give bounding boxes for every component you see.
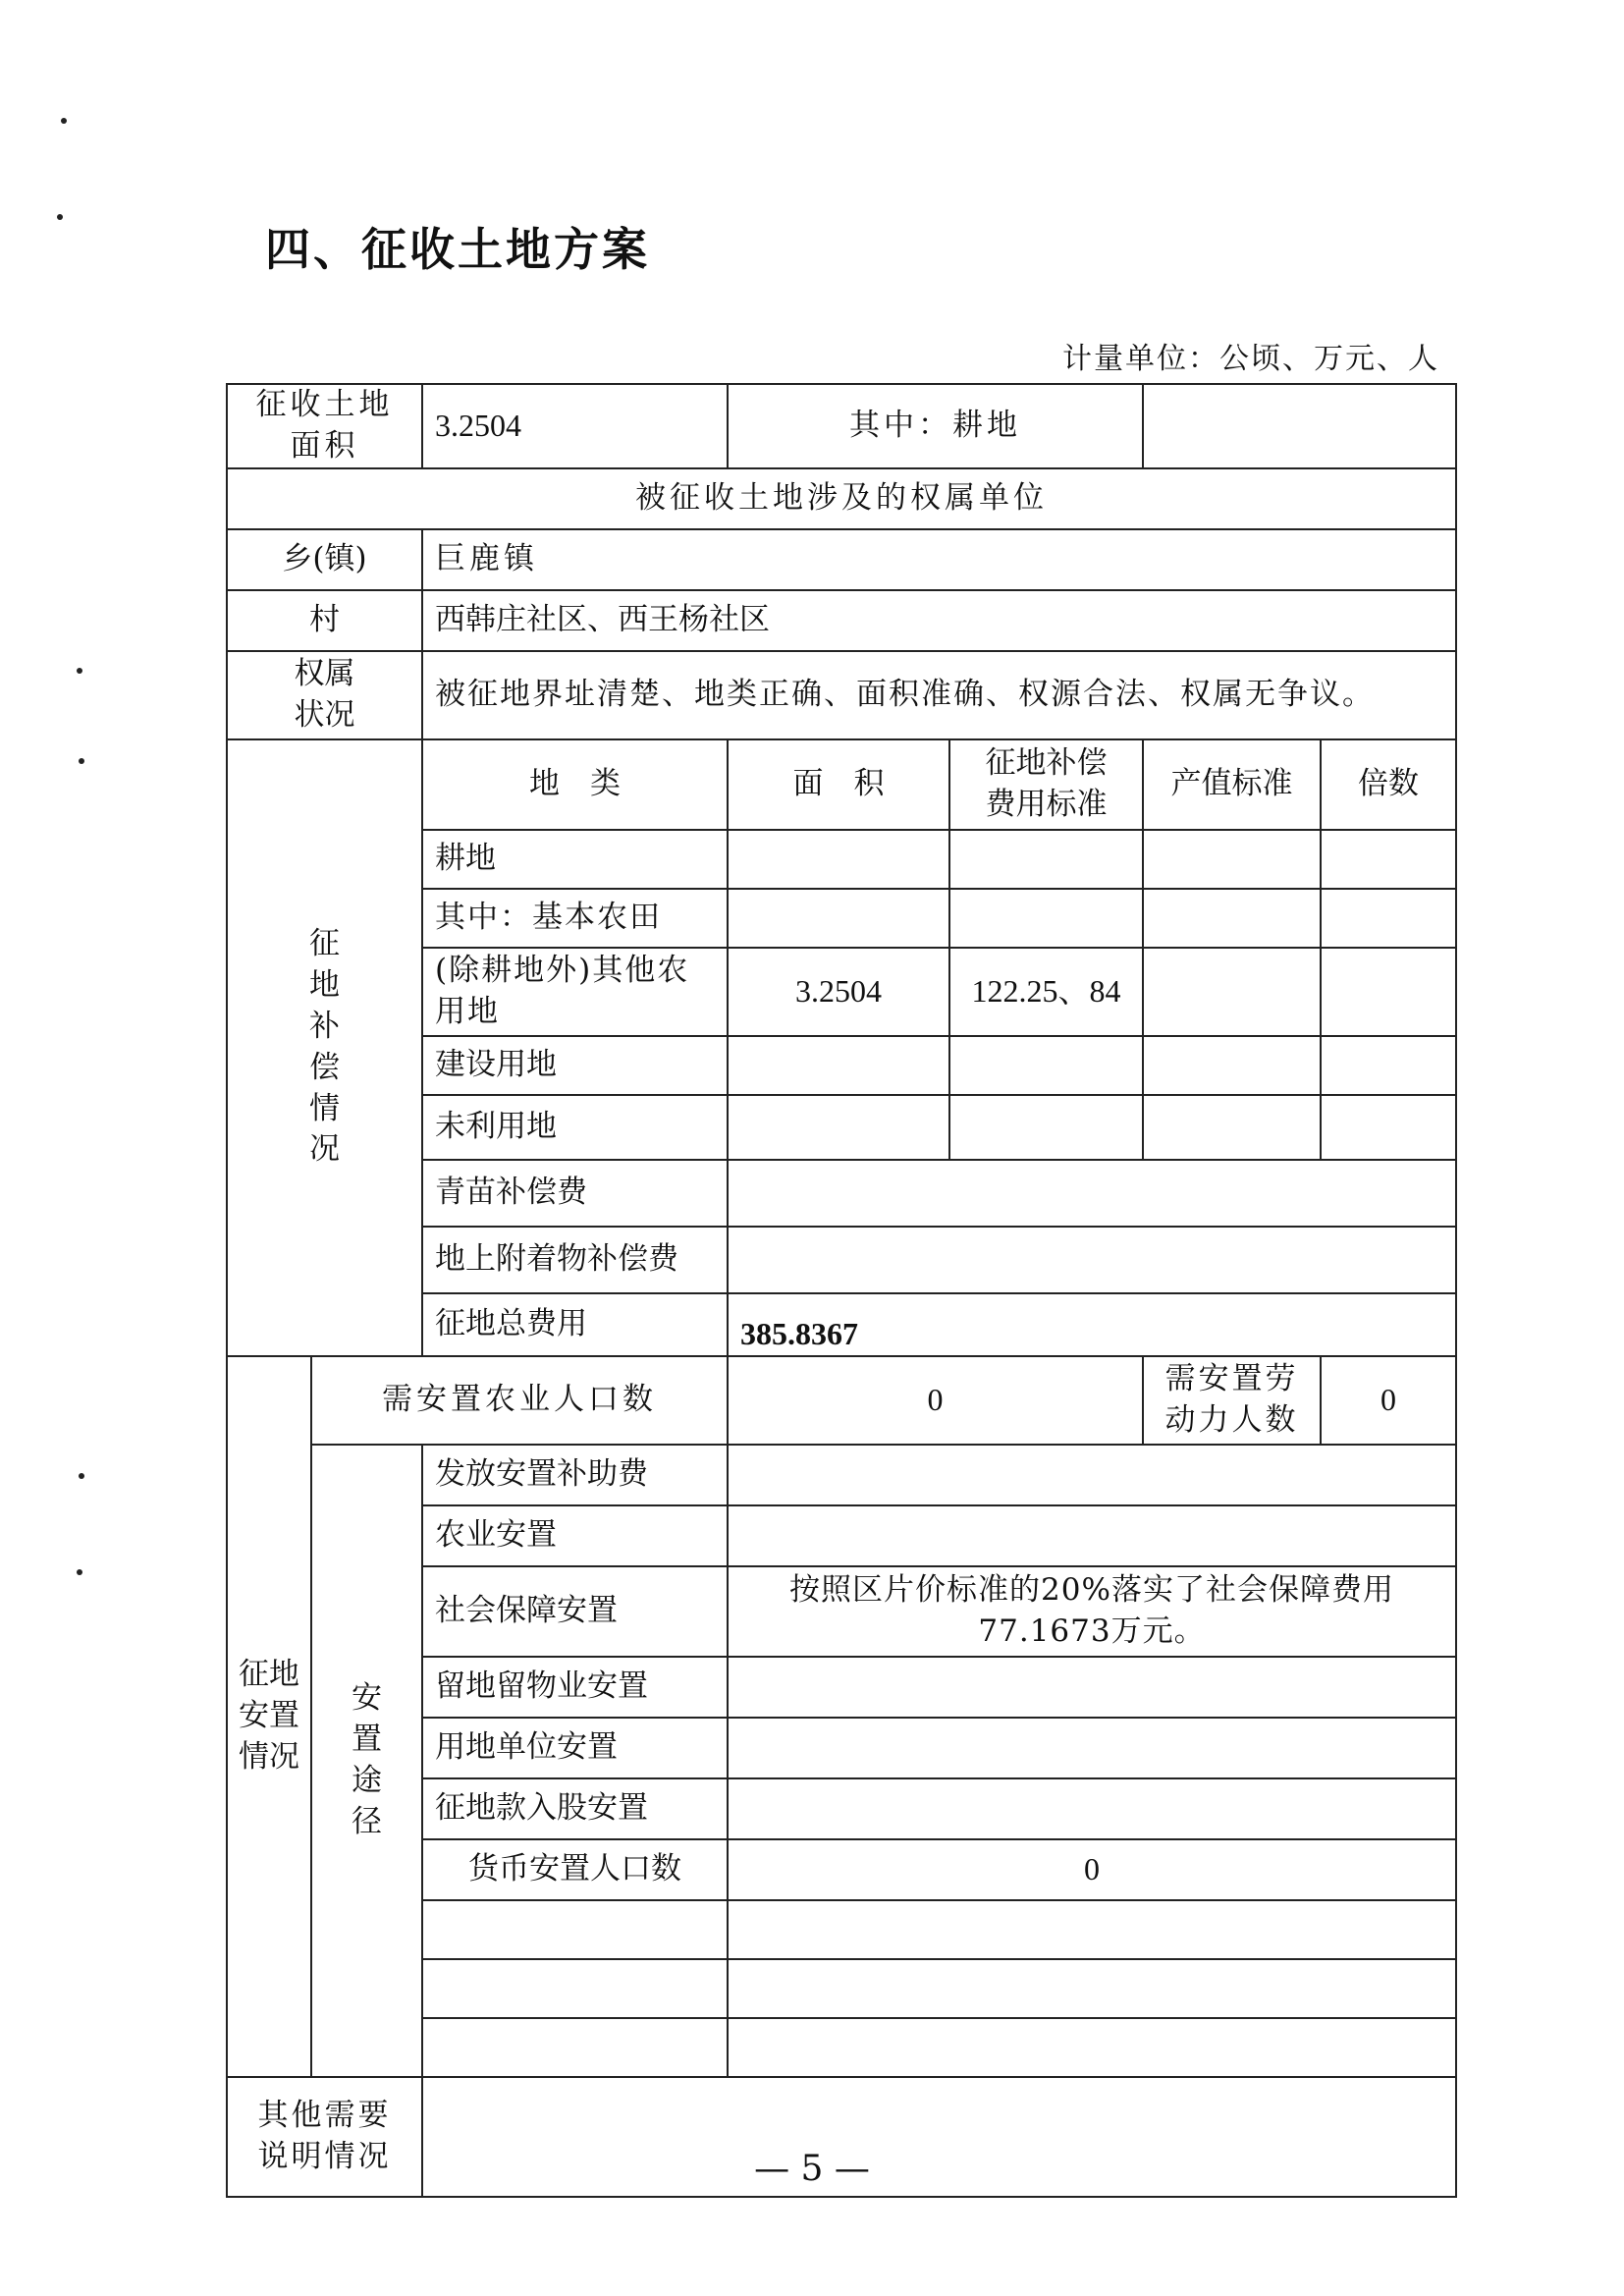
method-label: 货币安置人口数 (422, 1839, 728, 1900)
output-cell (1143, 830, 1321, 889)
agri-population-row (227, 1356, 1456, 1445)
village-row (227, 590, 1456, 651)
town-value: 巨鹿镇 (422, 529, 1456, 590)
area-cell (728, 1095, 949, 1160)
area-row (227, 384, 1456, 468)
method-label: 农业安置 (422, 1505, 728, 1566)
empty-cell (422, 1959, 728, 2018)
standard-cell (949, 1036, 1143, 1095)
empty-cell (728, 1959, 1456, 2018)
village-label: 村 (227, 590, 422, 651)
standard-cell: 122.25、84 (949, 948, 1143, 1036)
method-label: 征地款入股安置 (422, 1778, 728, 1839)
attachments-label: 地上附着物补偿费 (422, 1227, 728, 1293)
currency-population-value: 0 (728, 1839, 1456, 1900)
header-standard: 征地补偿 费用标准 (949, 739, 1143, 830)
area-cell (728, 1036, 949, 1095)
scan-speck (61, 118, 67, 124)
method-value (728, 1445, 1456, 1505)
output-cell (1143, 1095, 1321, 1160)
labor-value: 0 (1321, 1356, 1456, 1445)
standard-cell (949, 889, 1143, 948)
scan-speck (57, 214, 63, 220)
empty-cell (728, 2018, 1456, 2077)
village-value: 西韩庄社区、西王杨社区 (422, 590, 1456, 651)
multiple-cell (1321, 1036, 1456, 1095)
standard-cell (949, 830, 1143, 889)
compensation-header-row (227, 739, 1456, 830)
area-label: 征收土地面积 (227, 384, 422, 468)
land-type-cell: (除耕地外)其他农用地 (422, 948, 728, 1036)
land-type-cell: 其中：基本农田 (422, 889, 728, 948)
cultivated-label: 其中：耕地 (728, 384, 1143, 468)
header-multiple: 倍数 (1321, 739, 1456, 830)
multiple-cell (1321, 830, 1456, 889)
ownership-status-row (227, 651, 1456, 739)
route-side-label: 安 置 途 径 (311, 1445, 422, 2077)
ownership-status-label: 权属 状况 (227, 651, 422, 739)
town-row (227, 529, 1456, 590)
method-value (728, 1718, 1456, 1778)
output-cell (1143, 889, 1321, 948)
agri-population-label: 需安置农业人口数 (311, 1356, 728, 1445)
town-label: 乡(镇) (227, 529, 422, 590)
scan-speck (77, 668, 82, 674)
unit-note: 计量单位：公顷、万元、人 (1062, 342, 1439, 376)
empty-cell (422, 2018, 728, 2077)
ownership-section-title: 被征收土地涉及的权属单位 (227, 468, 1456, 529)
multiple-cell (1321, 889, 1456, 948)
land-acquisition-table (226, 383, 1457, 2198)
young-crops-value (728, 1160, 1456, 1227)
area-cell: 3.2504 (728, 948, 949, 1036)
multiple-cell (1321, 948, 1456, 1036)
total-label: 征地总费用 (422, 1293, 728, 1356)
area-cell (728, 830, 949, 889)
empty-cell (422, 1900, 728, 1959)
method-label: 发放安置补助费 (422, 1445, 728, 1505)
scan-speck (77, 1569, 82, 1575)
header-area: 面 积 (728, 739, 949, 830)
empty-cell (728, 1900, 1456, 1959)
land-type-cell: 未利用地 (422, 1095, 728, 1160)
labor-label: 需安置劳 动力人数 (1143, 1356, 1321, 1445)
area-cell (728, 889, 949, 948)
total-value: 385.8367 (728, 1293, 1456, 1356)
ownership-status-value: 被征地界址清楚、地类正确、面积准确、权源合法、权属无争议。 (422, 651, 1456, 739)
compensation-side-label: 征 地 补 偿 情 况 (227, 739, 422, 1356)
method-value (728, 1657, 1456, 1718)
agri-population-value: 0 (728, 1356, 1143, 1445)
method-label: 留地留物业安置 (422, 1657, 728, 1718)
output-cell (1143, 1036, 1321, 1095)
cultivated-value (1143, 384, 1456, 468)
section-heading: 四、征收土地方案 (265, 223, 650, 276)
method-label: 用地单位安置 (422, 1718, 728, 1778)
page-number: — 5 — (754, 2149, 870, 2189)
area-value: 3.2504 (422, 384, 728, 468)
header-output: 产值标准 (1143, 739, 1321, 830)
header-land-type: 地 类 (422, 739, 728, 830)
social-security-value: 按照区片价标准的20%落实了社会保障费用 77.1673万元。 (728, 1566, 1456, 1657)
method-value (728, 1505, 1456, 1566)
young-crops-label: 青苗补偿费 (422, 1160, 728, 1227)
land-type-cell: 建设用地 (422, 1036, 728, 1095)
resettlement-side-label: 征地 安置 情况 (227, 1356, 311, 2077)
output-cell (1143, 948, 1321, 1036)
scan-speck (79, 758, 84, 764)
method-value (728, 1778, 1456, 1839)
other-notes-label: 其他需要 说明情况 (227, 2077, 422, 2197)
standard-cell (949, 1095, 1143, 1160)
land-type-cell: 耕地 (422, 830, 728, 889)
method-row (227, 1445, 1456, 1505)
multiple-cell (1321, 1095, 1456, 1160)
attachments-value (728, 1227, 1456, 1293)
method-label: 社会保障安置 (422, 1566, 728, 1657)
scan-speck (79, 1473, 84, 1479)
